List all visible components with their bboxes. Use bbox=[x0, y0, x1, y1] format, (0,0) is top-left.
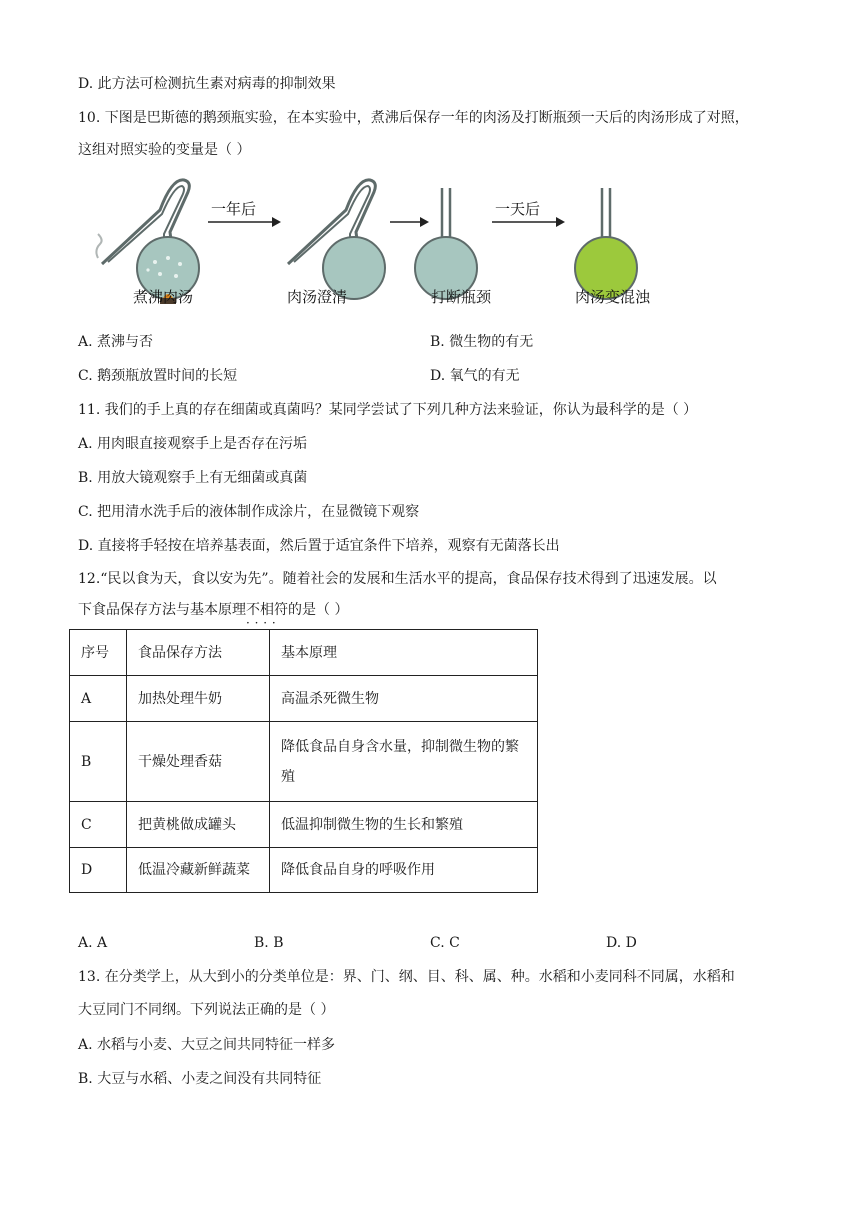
q12-option-b: B. B bbox=[254, 935, 284, 951]
q10-option-b: B. 微生物的有无 bbox=[430, 334, 534, 350]
table-cell: A bbox=[70, 676, 127, 722]
q10-option-d: D. 氧气的有无 bbox=[430, 368, 520, 384]
table-header: 基本原理 bbox=[270, 630, 538, 676]
q11-option-b: B. 用放大镜观察手上有无细菌或真菌 bbox=[78, 470, 308, 486]
arrow-1-label: 一年后 bbox=[211, 200, 257, 218]
flask-clear bbox=[288, 180, 385, 299]
q12-stem-line1: 12.“民以食为天，食以安为先”。随着社会的发展和生活水平的提高，食品保存技术得到了迅速发展。以 bbox=[78, 571, 717, 587]
table-cell: 干燥处理香菇 bbox=[127, 722, 270, 802]
q11-option-d: D. 直接将手轻按在培养基表面，然后置于适宜条件下培养，观察有无菌落长出 bbox=[78, 538, 560, 554]
table-cell: 降低食品自身的呼吸作用 bbox=[270, 848, 538, 893]
caption-4: 肉汤变混浊 bbox=[575, 288, 650, 306]
emphasis-not-match: 不相符 · · · · bbox=[246, 600, 288, 620]
q10-stem-line2: 这组对照实验的变量是（ ） bbox=[78, 142, 251, 158]
table-header: 食品保存方法 bbox=[127, 630, 270, 676]
table-cell: D bbox=[70, 848, 127, 893]
q12-stem-line2: 下食品保存方法与基本原理不相符 · · · ·的是（ ） bbox=[78, 600, 348, 620]
q13-stem-line1: 13. 在分类学上，从大到小的分类单位是：界、门、纲、目、科、属、种。水稻和小麦同科不同属，水稻和 bbox=[78, 969, 735, 985]
flask-cloudy bbox=[575, 188, 637, 299]
q10-stem-line1: 10. 下图是巴斯德的鹅颈瓶实验，在本实验中，煮沸后保存一年的肉汤及打断瓶颈一天后的肉汤形成了对照， bbox=[78, 110, 749, 126]
table-row bbox=[70, 848, 538, 893]
q12-option-a: A. A bbox=[78, 935, 108, 951]
table-cell: 低温冷藏新鲜蔬菜 bbox=[127, 848, 270, 893]
arrow-2-label: 一天后 bbox=[495, 200, 541, 218]
swan-neck-flask-figure bbox=[90, 170, 650, 312]
table-cell: B bbox=[70, 722, 127, 802]
table-cell: 把黄桃做成罐头 bbox=[127, 802, 270, 848]
table-cell: 高温杀死微生物 bbox=[270, 676, 538, 722]
q11-option-c: C. 把用清水洗手后的液体制作成涂片，在显微镜下观察 bbox=[78, 504, 420, 520]
table-cell: C bbox=[70, 802, 127, 848]
table-cell: 低温抑制微生物的生长和繁殖 bbox=[270, 802, 538, 848]
q10-option-c: C. 鹅颈瓶放置时间的长短 bbox=[78, 368, 238, 384]
q13-stem-line2: 大豆同门不同纲。下列说法正确的是（ ） bbox=[78, 1002, 335, 1018]
table-header-row bbox=[70, 630, 538, 676]
q12-option-d: D. D bbox=[606, 935, 637, 951]
q13-option-a: A. 水稻与小麦、大豆之间共同特征一样多 bbox=[78, 1037, 336, 1053]
q9-option-d: D. 此方法可检测抗生素对病毒的抑制效果 bbox=[78, 76, 336, 92]
caption-2: 肉汤澄清 bbox=[287, 288, 348, 306]
q12-option-c: C. C bbox=[430, 935, 460, 951]
caption-3: 打断瓶颈 bbox=[431, 288, 492, 306]
table-row bbox=[70, 676, 538, 722]
q11-option-a: A. 用肉眼直接观察手上是否存在污垢 bbox=[78, 436, 308, 452]
caption-1: 煮沸肉汤 bbox=[133, 288, 194, 306]
flask-boiling bbox=[96, 180, 199, 304]
q11-stem: 11. 我们的手上真的存在细菌或真菌吗？某同学尝试了下列几种方法来验证，你认为最科学的是（ ） bbox=[78, 402, 698, 418]
q10-option-a: A. 煮沸与否 bbox=[78, 334, 154, 350]
table-header: 序号 bbox=[70, 630, 127, 676]
table-row bbox=[70, 722, 538, 802]
table-cell: 降低食品自身含水量，抑制微生物的繁殖 bbox=[270, 722, 538, 802]
q13-option-b: B. 大豆与水稻、小麦之间没有共同特征 bbox=[78, 1071, 322, 1087]
flask-neck-broken bbox=[415, 188, 477, 299]
preservation-table bbox=[69, 629, 538, 893]
table-row bbox=[70, 802, 538, 848]
table-cell: 加热处理牛奶 bbox=[127, 676, 270, 722]
